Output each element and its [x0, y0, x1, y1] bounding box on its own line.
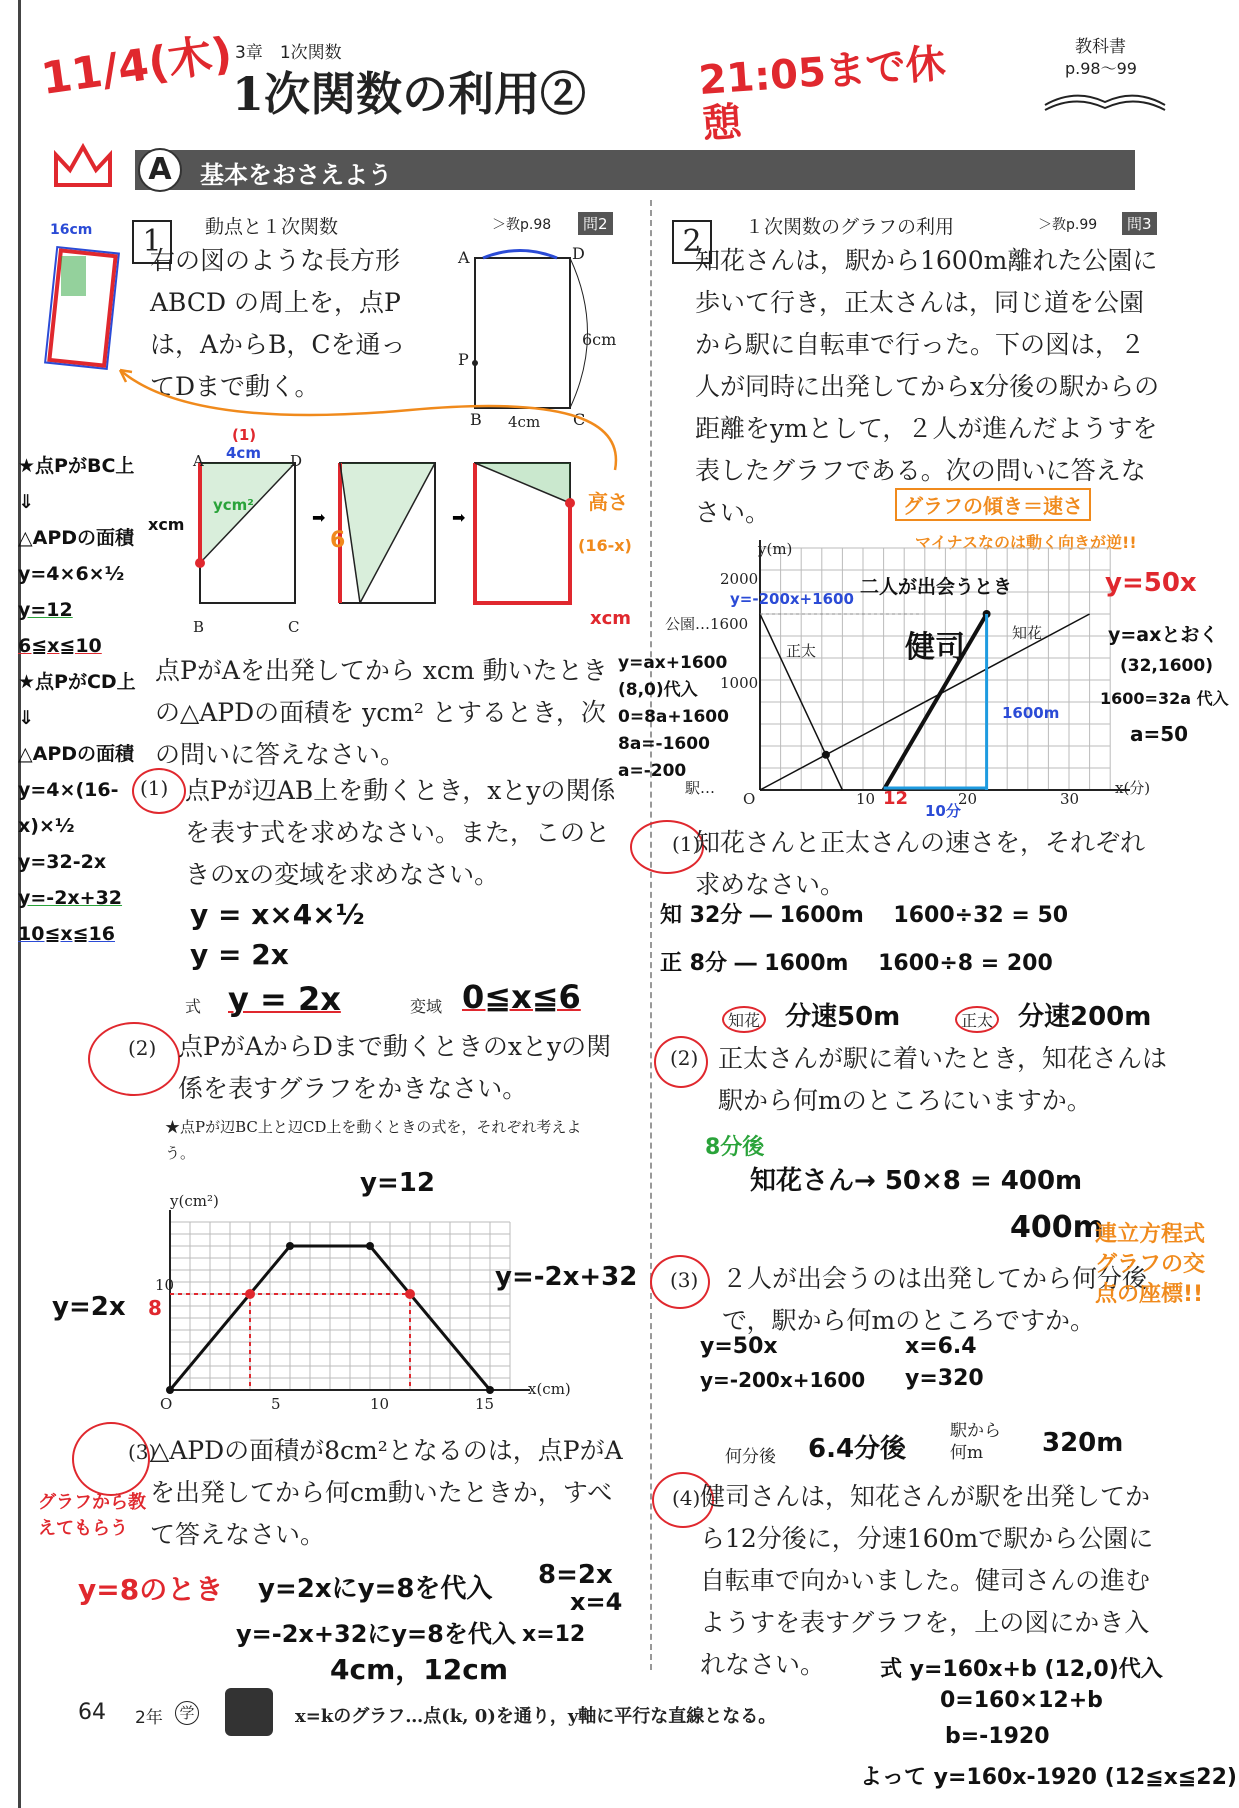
rq1-chika-ans: 分速50m: [785, 1002, 901, 1032]
problem2-number: 2: [672, 220, 712, 264]
step-note-xcm: xcm: [148, 515, 185, 534]
area-point: [286, 1242, 294, 1250]
rq4-text: 健司さんは，知花さんが駅を出発してから12分後に，分速160mで駅から公園に自転車で向かいました。健司さんの進むようすを表すグラフを，上の図にかき入れなさい。: [700, 1482, 1154, 1679]
rq1-num: (1): [672, 832, 701, 856]
q2-text: 点PがAからDまで動くときのxとyの関係を表すグラフをかきなさい。: [178, 1032, 612, 1103]
crown-icon: [48, 135, 118, 195]
rq3-sol2: y=320: [905, 1366, 984, 1391]
step-label-A1: A: [193, 452, 204, 470]
footer-grade: 2年: [135, 1708, 163, 1728]
q2-num: (2): [128, 1036, 157, 1060]
note-sub: 1600=32a 代入: [1100, 689, 1229, 708]
side-note-7: ★点PがCD上: [18, 671, 136, 693]
rq1-work1: 知 32分 ― 1600m 1600÷32 = 50: [660, 903, 1069, 928]
date-note: 11/4(木): [38, 27, 236, 106]
right-graph-x30: 30: [1060, 790, 1080, 808]
rest-note: 21:05まで休憩: [697, 40, 948, 148]
note-twelve: 12: [883, 788, 909, 809]
problem2-ref-tag: 問3: [1122, 212, 1157, 235]
step-label-C1: C: [288, 618, 300, 636]
fig-label-D: D: [572, 244, 585, 263]
side-note-3: △APDの面積: [18, 527, 135, 549]
step-note-4cm: 4cm: [226, 444, 261, 462]
step-note-xcm2: xcm: [590, 608, 632, 629]
right-graph-station: 駅…: [685, 779, 716, 797]
q3-work2: y=-2x+32にy=8を代入: [236, 1620, 516, 1648]
rq3-sys1: y=50x: [700, 1334, 778, 1359]
area-point: [366, 1242, 374, 1250]
left-work-5: a=-200: [618, 761, 687, 781]
rq2-num: (2): [670, 1046, 699, 1070]
math-logo-icon: [225, 1688, 273, 1736]
left-work-2: (8,0)代入: [618, 680, 698, 700]
note-kenji: 健司: [905, 630, 965, 665]
side-note-13: 10≦x≦16: [18, 923, 115, 945]
note-axform: y=axとおく: [1108, 624, 1219, 646]
step-note-1: (1): [232, 426, 257, 444]
left-graph-y8: 8: [148, 1296, 162, 1320]
left-graph-t10: 10: [370, 1395, 390, 1413]
note-meet: 二人が出会うとき: [860, 576, 1013, 598]
q3-work1: y=2xにy=8を代入: [258, 1574, 493, 1604]
rq3-ans2: 320m: [1042, 1428, 1124, 1458]
footer-mark: 学: [175, 1701, 199, 1725]
step-label-D1: D: [290, 452, 303, 470]
textbook-pages: p.98〜99: [1065, 59, 1137, 78]
svg-text:➡: ➡: [452, 508, 466, 527]
rq1-work2: 正 8分 ― 1600m 1600÷8 = 200: [660, 951, 1053, 976]
right-graph-ylabel: y(m): [758, 540, 793, 558]
note-speed: グラフの傾き＝速さ: [895, 488, 1091, 521]
page-title: 1次関数の利用②: [232, 67, 587, 121]
side-note-9: △APDの面積: [18, 743, 135, 765]
side-note-11: y=32-2x: [18, 851, 107, 873]
rq1-text: 知花さんと正太さんの速さを，それぞれ求めなさい。: [695, 828, 1146, 899]
problem1-topic: 動点と１次関数: [205, 216, 339, 238]
area-graph: [140, 1190, 530, 1430]
step-label-B1: B: [193, 618, 205, 636]
rq1-chika-label: 知花: [722, 1006, 766, 1033]
note-seg: 1600m: [1002, 704, 1060, 722]
fig-label-B: B: [470, 410, 482, 429]
rq3-sys2: y=-200x+1600: [700, 1368, 866, 1392]
left-work-3: 0=8a+1600: [618, 707, 729, 727]
q3-answer: 4cm，12cm: [330, 1653, 508, 1686]
column-divider: [650, 200, 652, 1670]
problem1-ref: ＞教p.98: [492, 217, 552, 233]
q3-x2: x=12: [522, 1622, 586, 1647]
note-ten: 10分: [925, 802, 961, 820]
note-y12: y=12: [360, 1168, 435, 1198]
note-minus: マイナスなのは動く向きが逆!!: [915, 533, 1137, 552]
svg-text:➡: ➡: [312, 508, 326, 527]
problem2-topic: １次関数のグラフの利用: [745, 216, 955, 238]
left-work-1: y=ax+1600: [618, 653, 728, 673]
rq4-work1: 式 y=160x+b (12,0)代入: [880, 1657, 1163, 1682]
q1-work1: y = x×4×½: [190, 898, 365, 931]
right-graph-shota: 正太: [786, 642, 817, 660]
textbook-label: 教科書: [1075, 37, 1126, 57]
q3-note2: y=8のとき: [78, 1573, 224, 1606]
note-a: a=50: [1130, 722, 1189, 746]
rq2-work: 知花さん→ 50×8 = 400m: [750, 1166, 1083, 1196]
right-graph-x10: 10: [856, 790, 876, 808]
step-note-area: ycm²: [213, 496, 254, 514]
q3-text: △APDの面積が8cm²となるのは，点PがAを出発してから何cm動いたときか，すべて答えなさい。: [150, 1436, 623, 1549]
left-graph-xlabel: x(cm): [528, 1380, 571, 1398]
right-graph-o: O: [743, 790, 756, 808]
right-left-work: [618, 650, 729, 785]
fig-label-height: 6cm: [582, 330, 617, 349]
rq2-ans: 400m: [1010, 1210, 1104, 1245]
problem1-stem: 点PがAを出発してから xcm 動いたときの△APDの面積を ycm² とするとき，次の問いに答えなさい。: [155, 656, 608, 769]
rq3-sol1: x=6.4: [905, 1334, 977, 1359]
q1-num: (1): [140, 776, 169, 800]
chapter-label: 3章 1次関数: [235, 43, 342, 63]
rq4-work3: b=-1920: [945, 1724, 1050, 1749]
rq2-note: 8分後: [705, 1135, 765, 1160]
note-y2x: y=2x: [52, 1292, 126, 1322]
rq1-shota-ans: 分速200m: [1018, 1002, 1152, 1032]
q1-shiki: y = 2x: [228, 980, 341, 1018]
step-note-16x: (16-x): [578, 536, 632, 555]
rq3-lab1: 何分後: [725, 1447, 776, 1467]
meet-point-2: [405, 1289, 415, 1299]
problem2-ref: ＞教p.99: [1038, 217, 1098, 233]
right-graph-y1000: 1000: [720, 674, 759, 692]
side-note-1: ★点PがBC上: [18, 455, 135, 477]
left-graph-o: O: [160, 1395, 173, 1413]
q1-text: 点Pが辺AB上を動くとき，xとyの関係を表す式を求めなさい。また，このときのxの変域を求めなさい。: [185, 776, 616, 889]
q3-x1: x=4: [570, 1588, 623, 1616]
note-shota-eq: y=-200x+1600: [730, 590, 854, 608]
q1-shiki-label: 式: [185, 997, 202, 1016]
problem2-intro: 知花さんは，駅から1600m離れた公園に歩いて行き，正太さんは，同じ道を公園から駅に自転車で行った。下の図は，２人が同時に出発してからx分後の駅からの距離をymとして，２人が進んだようすを表したグラフである。次の問いに答えなさい。: [695, 246, 1160, 527]
rq4-num: (4): [672, 1486, 701, 1510]
side-note-8: ⇓: [18, 707, 34, 729]
q2-hint: ★点Pが辺BC上と辺CD上を動くときの式を，それぞれ考えよう。: [165, 1118, 582, 1162]
side-note-5: y=12: [18, 599, 73, 621]
problem1-intro: 右の図のような長方形 ABCD の周上を，点Pは，AからB，Cを通ってDまで動く。: [150, 246, 406, 401]
orange-arrow-connector: [110, 350, 630, 480]
q3-eq1: 8=2x: [538, 1560, 613, 1590]
fig-label-P: P: [458, 350, 469, 369]
footer-page-number: 64: [78, 1700, 106, 1725]
rq2-text: 正太さんが駅に着いたとき，知花さんは駅から何mのところにいますか。: [718, 1044, 1168, 1115]
right-graph-xlabel: x(分): [1115, 779, 1151, 797]
side-notes: [18, 448, 148, 952]
note-pt: (32,1600): [1120, 656, 1213, 676]
right-graph-y1600: 公園…1600: [665, 615, 749, 633]
rq1-shota-label: 正太: [955, 1006, 999, 1033]
left-graph-y10: 10: [155, 1276, 175, 1294]
left-graph-ylabel: y(cm²): [170, 1192, 219, 1210]
problem1-ref-tag: 問2: [578, 212, 613, 235]
step-note-height: 高さ: [588, 490, 628, 514]
fig-label-C: C: [573, 410, 586, 429]
q1-hen: 0≦x≦6: [462, 978, 581, 1016]
side-note-12: y=-2x+32: [18, 887, 123, 909]
rq3-num: (3): [670, 1268, 699, 1292]
side-note-2: ⇓: [18, 491, 34, 513]
note-16cm: 16cm: [50, 222, 93, 238]
side-note-10: y=4×(16-x)×½: [18, 779, 119, 837]
footer-tip: x=kのグラフ…点(k, 0)を通り，y軸に平行な直線となる。: [295, 1706, 777, 1727]
q1-work2: y = 2x: [190, 938, 289, 971]
left-graph-t5: 5: [271, 1395, 281, 1413]
rq4-work2: 0=160×12+b: [940, 1688, 1103, 1713]
note-y-2x32: y=-2x+32: [495, 1262, 638, 1292]
side-note-6: 6≦x≦10: [18, 635, 102, 657]
q1-hen-label: 変域: [410, 997, 443, 1016]
meet-point-1: [245, 1289, 255, 1299]
meet-point: [822, 751, 830, 759]
right-graph-x20: 20: [958, 790, 978, 808]
q3-note1: グラフから教えてもらう: [38, 1492, 146, 1539]
problem1-number: 1: [132, 220, 172, 264]
q3-num: (3): [128, 1440, 157, 1464]
left-work-4: 8a=-1600: [618, 734, 710, 754]
rq3-ans1: 6.4分後: [808, 1434, 907, 1464]
rq4-work4: よって y=160x-1920 (12≦x≦22): [860, 1765, 1237, 1790]
fig-label-width: 4cm: [508, 413, 541, 431]
fig-label-A: A: [458, 248, 470, 267]
area-point: [166, 1386, 174, 1394]
right-graph-chika: 知花: [1012, 624, 1043, 642]
book-icon: [1040, 80, 1170, 112]
left-graph-t15: 15: [475, 1395, 495, 1413]
step-note-6: 6: [330, 528, 346, 553]
section-label: 基本をおさえよう: [200, 161, 392, 189]
rq3-lab2: 駅から何m: [950, 1421, 1001, 1463]
rq3-text: ２人が出会うのは出発してから何分後で，駅から何mのところですか。: [722, 1264, 1148, 1335]
rq3-note: 連立方程式 グラフの交点の座標!!: [1095, 1222, 1206, 1307]
right-graph-y2000: 2000: [720, 570, 759, 588]
side-note-4: y=4×6×½: [18, 563, 125, 585]
section-letter: A: [138, 148, 182, 192]
area-point: [486, 1386, 494, 1394]
note-chika-eq: y=50x: [1105, 568, 1197, 598]
